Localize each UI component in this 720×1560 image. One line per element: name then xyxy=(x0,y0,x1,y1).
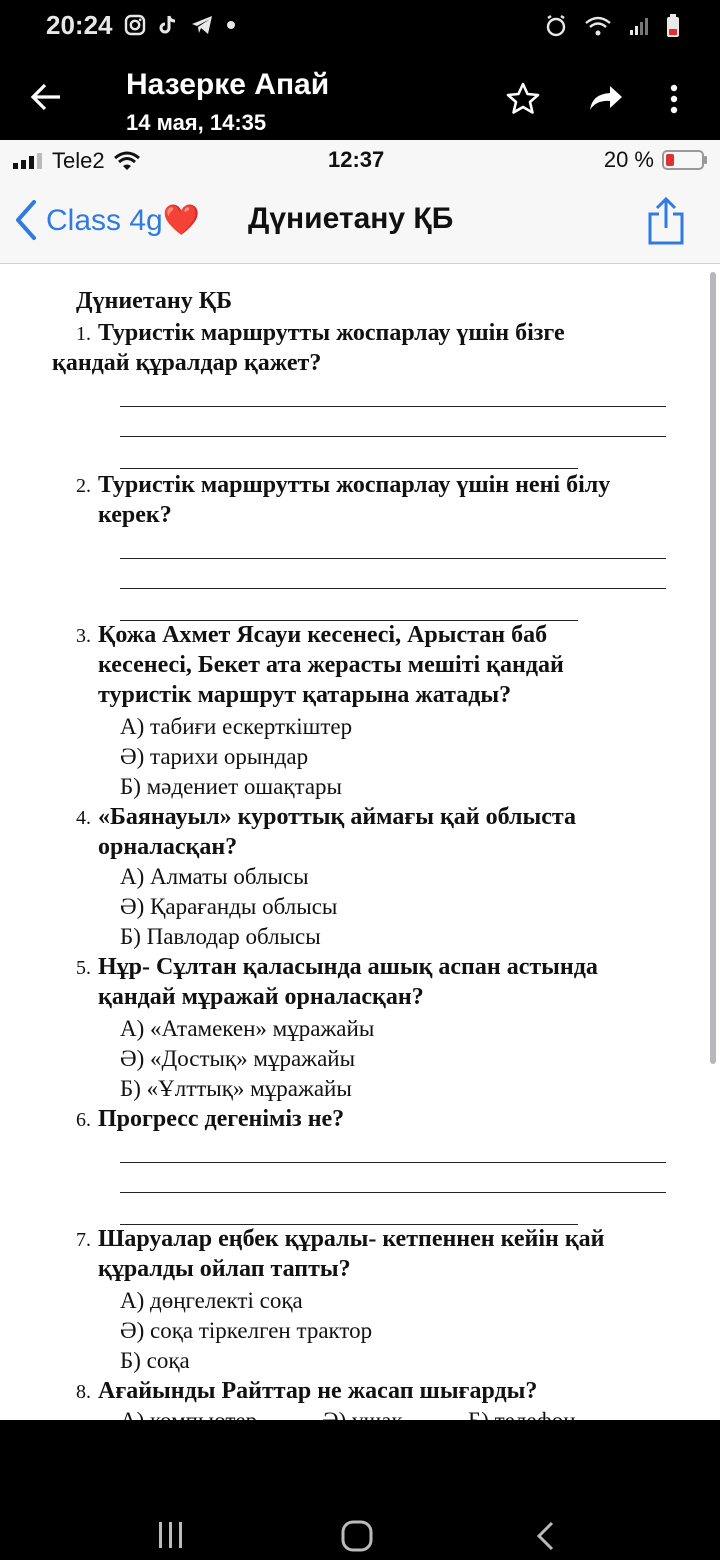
question-3-cont: туристік маршрут қатарына жатады? xyxy=(98,682,512,708)
option-c: Б) соқа xyxy=(120,1348,190,1373)
forward-icon[interactable] xyxy=(588,84,624,112)
viewer-header xyxy=(0,56,720,140)
android-nav-bar xyxy=(0,1420,720,1560)
back-label: Class 4g❤️ xyxy=(46,203,201,237)
answer-line xyxy=(120,1162,666,1163)
sender-name: Назерке Апай xyxy=(126,68,330,101)
signal-icon xyxy=(628,15,650,37)
android-status-bar xyxy=(0,0,720,56)
heart-icon: ❤️ xyxy=(162,203,201,237)
question-8: 8. Ағайынды Райттар не жасап шығарды? xyxy=(76,1378,538,1404)
question-3: 3. Қожа Ахмет Ясауи кесенесі, Арыстан баб xyxy=(76,622,548,648)
back-nav-icon[interactable] xyxy=(534,1520,556,1552)
answer-line xyxy=(120,468,578,469)
wifi-icon xyxy=(584,15,612,37)
message-date: 14 мая, 14:35 xyxy=(126,110,267,135)
photo-status-bar xyxy=(0,140,720,180)
answer-line xyxy=(120,406,666,407)
home-icon[interactable] xyxy=(340,1520,374,1552)
option-b: Ә) тарихи орындар xyxy=(120,744,309,769)
question-4: 4. «Баянауыл» куроттық аймағы қай облыста xyxy=(76,804,576,830)
carrier-name: Tele2 xyxy=(52,148,105,173)
question-5: 5. Нұр- Сұлтан қаласында ашық аспан астында xyxy=(76,954,598,980)
option-a: А) табиғи ескерткіштер xyxy=(120,714,353,739)
battery-icon xyxy=(662,149,708,171)
option-c: Б) мәдениет ошақтары xyxy=(120,774,343,799)
battery-low-icon xyxy=(666,14,680,38)
tiktok-icon xyxy=(158,14,178,36)
back-button[interactable] xyxy=(14,200,200,240)
telegram-icon xyxy=(190,14,214,36)
question-4-cont: орналасқан? xyxy=(98,834,238,860)
alarm-icon xyxy=(544,14,568,38)
cell-signal-icon xyxy=(12,152,44,170)
question-2-cont: керек? xyxy=(98,502,172,528)
document-nav-bar xyxy=(0,180,720,264)
status-time: 20:24 xyxy=(46,10,113,40)
answer-line xyxy=(120,436,666,437)
option-b: Ә) «Достық» мұражайы xyxy=(120,1046,356,1071)
option-a: А) дөңгелекті соқа xyxy=(120,1288,303,1313)
share-icon[interactable] xyxy=(646,196,686,246)
wifi-icon xyxy=(113,151,141,171)
question-5-cont: қандай мұражай орналасқан? xyxy=(98,984,424,1010)
answer-line xyxy=(120,588,666,589)
nav-title: Дүниетану ҚБ xyxy=(248,202,454,235)
photo-viewer xyxy=(0,140,720,1420)
document-content xyxy=(0,264,720,1420)
option-a: А) Алматы облысы xyxy=(120,864,309,889)
document-title: Дүниетану ҚБ xyxy=(76,288,232,314)
recent-apps-icon[interactable] xyxy=(156,1520,186,1550)
question-2: 2. Туристік маршрутты жоспарлау үшін нені білу xyxy=(76,472,611,498)
chevron-left-icon xyxy=(14,200,38,240)
question-3-cont: кесенесі, Бекет ата жерасты мешіті қандай xyxy=(98,652,564,678)
question-1: 1. Туристік маршрутты жоспарлау үшін бізге xyxy=(76,320,565,346)
option-b: Ә) соқа тіркелген трактор xyxy=(120,1318,373,1343)
photo-clock: 12:37 xyxy=(328,147,385,172)
question-1-cont: қандай құралдар қажет? xyxy=(52,350,322,376)
question-7: 7. Шаруалар еңбек құралы- кетпеннен кейін қай xyxy=(76,1226,605,1252)
question-7-cont: құралды ойлап тапты? xyxy=(98,1256,351,1282)
option-a: А) «Атамекен» мұражайы xyxy=(120,1016,375,1041)
answer-line xyxy=(120,558,666,559)
option-c: Б) Павлодар облысы xyxy=(120,924,321,949)
question-6: 6. Прогресс дегеніміз не? xyxy=(76,1106,345,1132)
option-c: Б) «Ұлттық» мұражайы xyxy=(120,1076,352,1101)
instagram-icon xyxy=(124,14,146,36)
answer-line xyxy=(120,620,578,621)
more-vert-icon[interactable] xyxy=(670,84,678,114)
scrollbar[interactable] xyxy=(710,272,716,1064)
battery-percent: 20 % xyxy=(603,147,654,172)
answer-line xyxy=(120,1224,578,1225)
option-b: Ә) Қарағанды облысы xyxy=(120,894,338,919)
back-arrow-icon[interactable] xyxy=(30,82,62,112)
answer-line xyxy=(120,1192,666,1193)
notification-dot-icon xyxy=(226,20,236,30)
star-icon[interactable] xyxy=(506,82,540,114)
